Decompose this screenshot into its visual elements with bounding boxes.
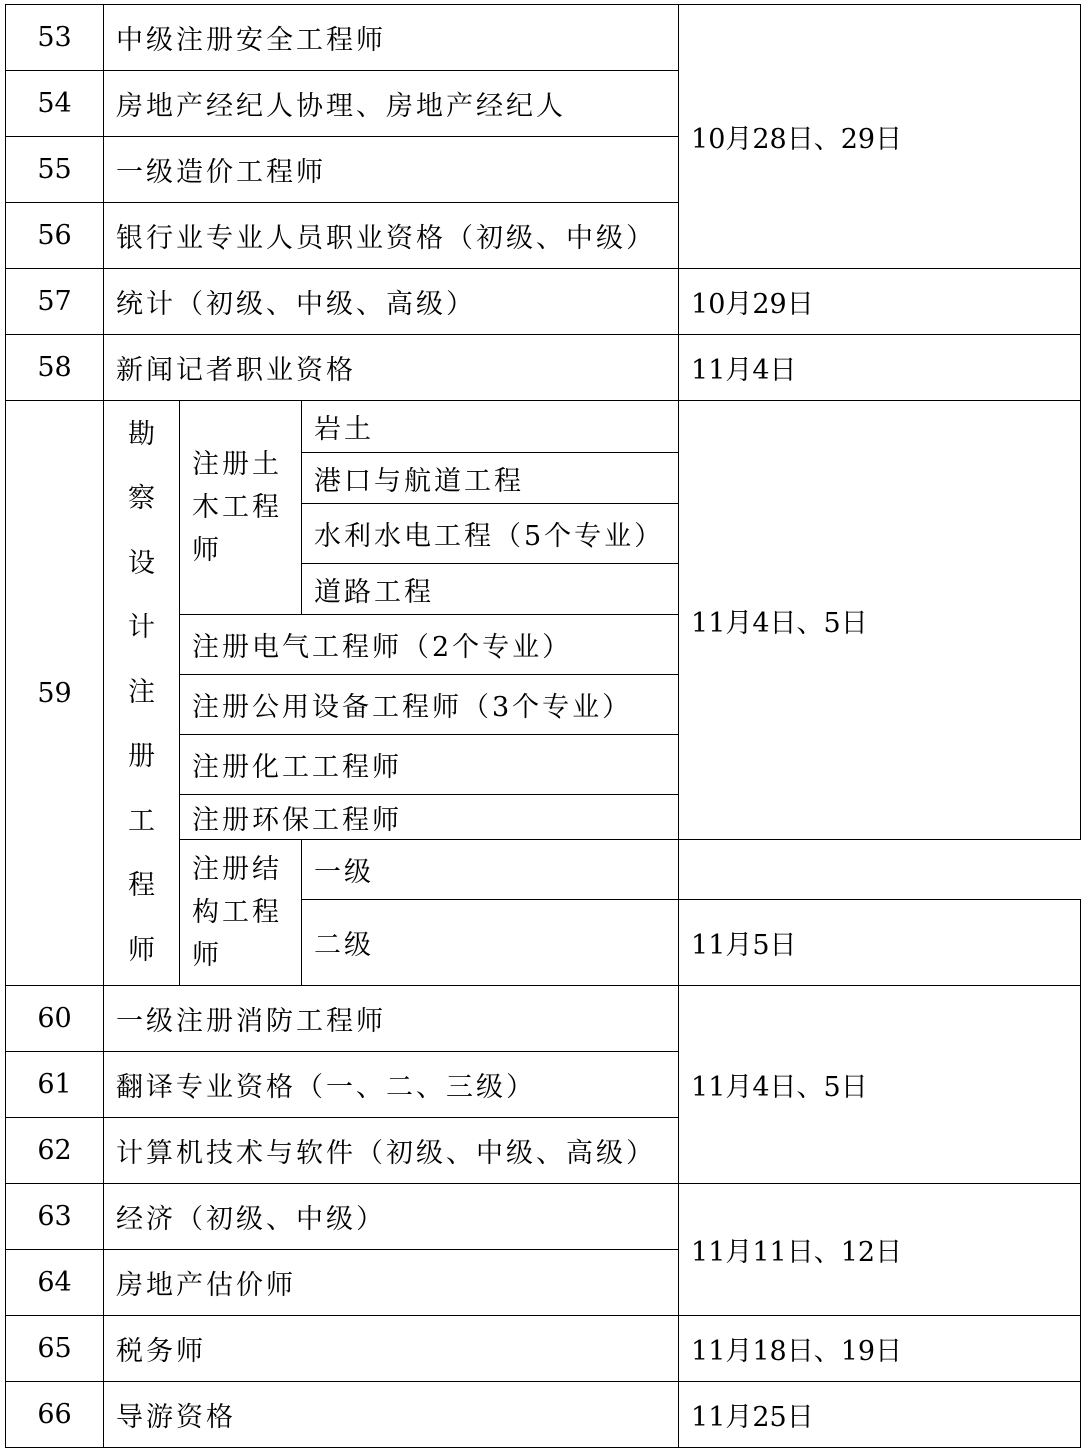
exam-date: 10月28日、29日 [679, 5, 1081, 269]
exam-schedule-table [5, 4, 1081, 1448]
specialty: 注册化工工程师 [180, 735, 679, 795]
category-char: 注 [128, 676, 155, 708]
row-number: 61 [6, 1052, 104, 1118]
group-line: 木工程 [192, 492, 282, 523]
structural-engineer-group [180, 840, 302, 986]
specialty: 道路工程 [302, 564, 679, 615]
exam-date: 11月18日、19日 [679, 1316, 1081, 1382]
specialty: 港口与航道工程 [302, 453, 679, 504]
table-row [6, 269, 1081, 335]
exam-date: 11月4日、5日 [679, 401, 1081, 840]
exam-date: 10月29日 [679, 269, 1081, 335]
exam-name: 房地产估价师 [104, 1250, 679, 1316]
category-char: 册 [128, 741, 155, 773]
exam-name: 银行业专业人员职业资格（初级、中级） [104, 203, 679, 269]
exam-date: 11月11日、12日 [679, 1184, 1081, 1316]
specialty: 二级 [302, 900, 679, 986]
group-line: 构工程 [192, 897, 282, 928]
exam-date: 11月4日、5日 [679, 986, 1081, 1184]
group-line: 师 [192, 535, 222, 566]
exam-date: 11月4日 [679, 335, 1081, 401]
category-char: 计 [128, 612, 155, 644]
category-char: 程 [128, 870, 155, 902]
exam-name: 中级注册安全工程师 [104, 5, 679, 71]
exam-name: 统计（初级、中级、高级） [104, 269, 679, 335]
exam-date: 11月25日 [679, 1382, 1081, 1448]
exam-name: 一级注册消防工程师 [104, 986, 679, 1052]
group-line: 注册结 [192, 854, 282, 885]
specialty: 注册公用设备工程师（3个专业） [180, 675, 679, 735]
exam-date: 11月5日 [679, 900, 1081, 986]
exam-name: 经济（初级、中级） [104, 1184, 679, 1250]
row-number: 65 [6, 1316, 104, 1382]
row-number: 66 [6, 1382, 104, 1448]
row-number: 54 [6, 71, 104, 137]
row-number: 56 [6, 203, 104, 269]
group-line: 注册土 [192, 449, 282, 480]
row-number: 53 [6, 5, 104, 71]
table-row [6, 1382, 1081, 1448]
row-number: 64 [6, 1250, 104, 1316]
category-vertical-label [104, 401, 180, 986]
table-row [6, 1184, 1081, 1250]
exam-name: 计算机技术与软件（初级、中级、高级） [104, 1118, 679, 1184]
row-number: 63 [6, 1184, 104, 1250]
table-row [6, 1316, 1081, 1382]
group-line: 师 [192, 940, 222, 971]
exam-name: 一级造价工程师 [104, 137, 679, 203]
exam-name: 翻译专业资格（一、二、三级） [104, 1052, 679, 1118]
category-char: 设 [128, 547, 155, 579]
category-char: 工 [128, 805, 155, 837]
specialty: 注册电气工程师（2个专业） [180, 615, 679, 675]
specialty: 注册环保工程师 [180, 795, 679, 840]
row-number: 60 [6, 986, 104, 1052]
category-char: 察 [128, 483, 155, 515]
table-row [6, 335, 1081, 401]
row-number: 58 [6, 335, 104, 401]
row-number: 55 [6, 137, 104, 203]
specialty: 一级 [302, 840, 679, 900]
exam-name: 税务师 [104, 1316, 679, 1382]
exam-name: 房地产经纪人协理、房地产经纪人 [104, 71, 679, 137]
civil-engineer-group [180, 401, 302, 615]
table-row [6, 986, 1081, 1052]
table-row [6, 5, 1081, 71]
specialty: 岩土 [302, 401, 679, 453]
category-char: 勘 [128, 418, 155, 450]
exam-name: 新闻记者职业资格 [104, 335, 679, 401]
category-char: 师 [128, 934, 155, 966]
table-row [6, 401, 1081, 453]
exam-name: 导游资格 [104, 1382, 679, 1448]
specialty: 水利水电工程（5个专业） [302, 504, 679, 564]
row-number: 62 [6, 1118, 104, 1184]
row-number: 57 [6, 269, 104, 335]
row-number: 59 [6, 401, 104, 986]
